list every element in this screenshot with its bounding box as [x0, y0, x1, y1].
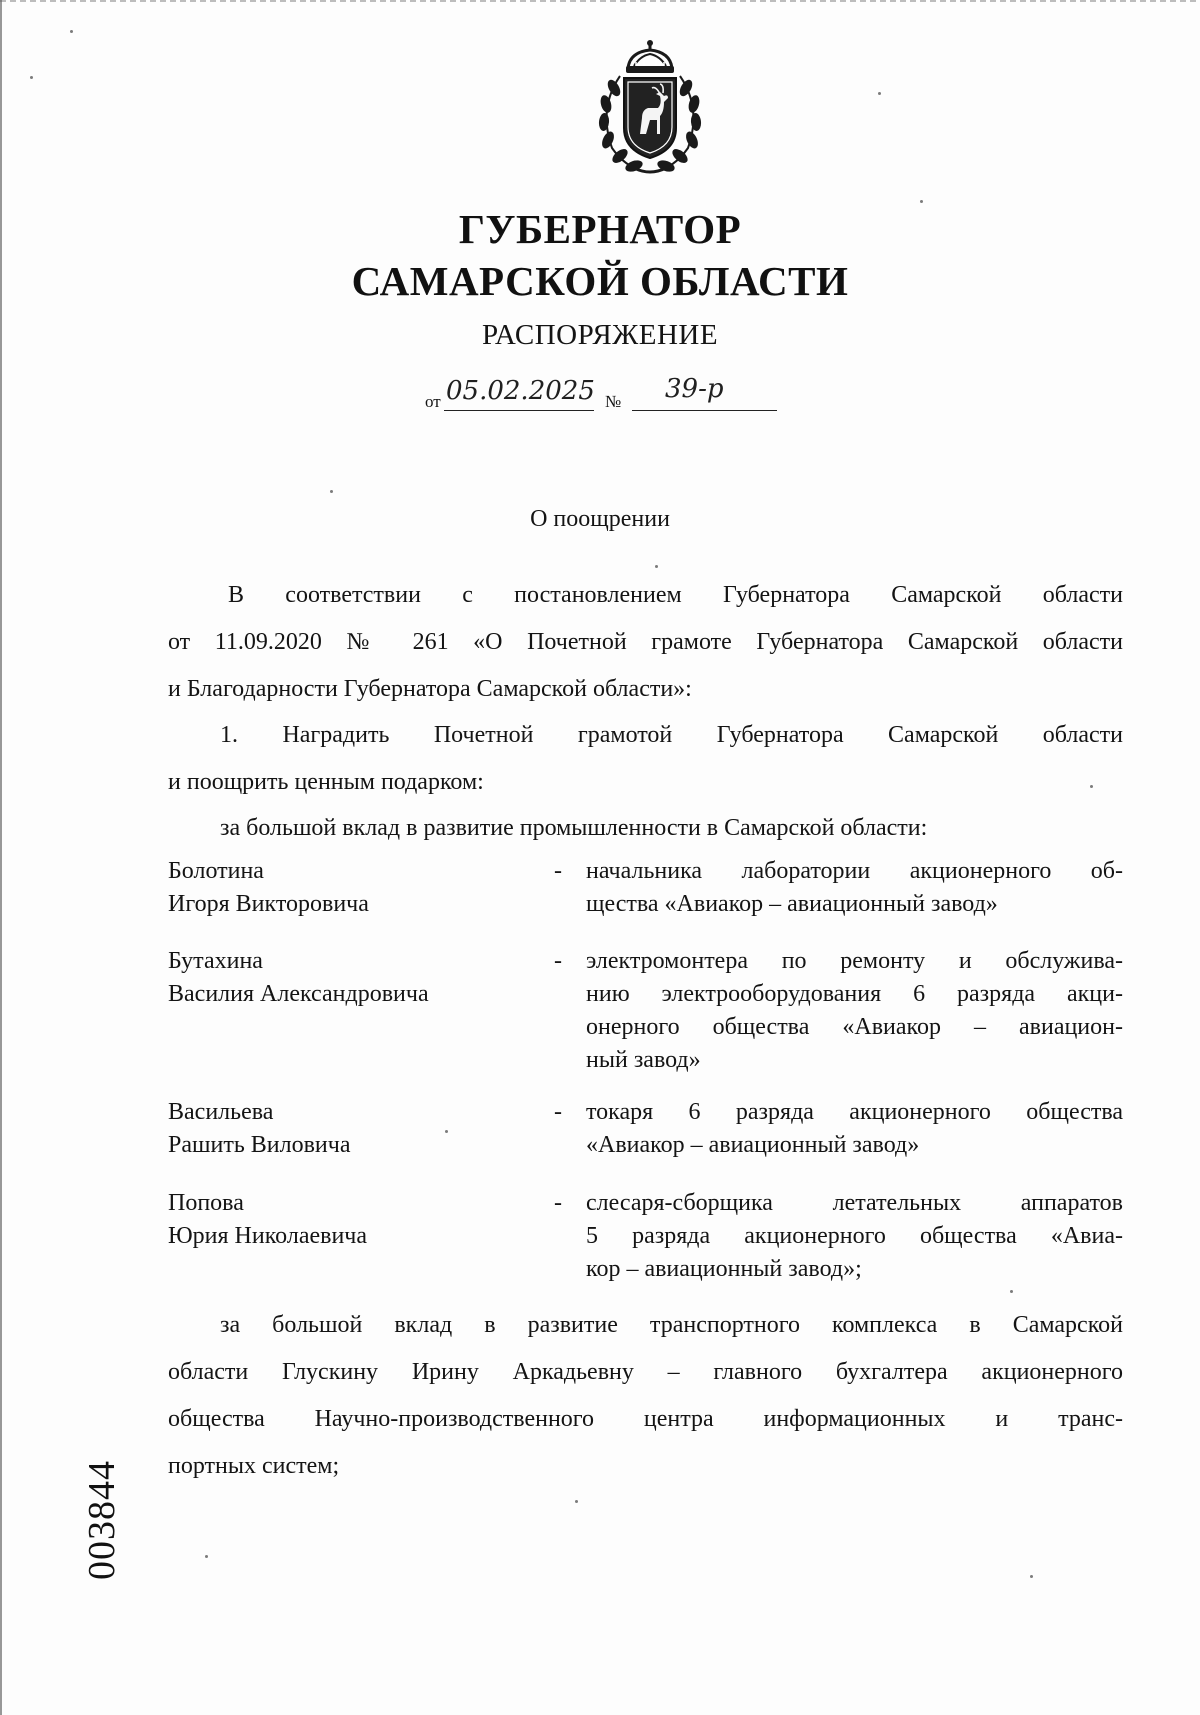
person-position	[586, 1096, 1123, 1162]
paragraph-line: 1. Наградить Почетной грамотой Губернатора Самарской области	[220, 722, 1123, 748]
paragraph-line: общества Научно-производственного центра информационных и транс-	[168, 1406, 1123, 1432]
position-line: онерного общества «Авиакор – авиацион-	[586, 1014, 1123, 1040]
position-line: щества «Авиакор – авиационный завод»	[586, 891, 998, 917]
person-surname: Бутахина	[168, 948, 263, 974]
paragraph-line: за большой вклад в развитие промышленности в Самарской области:	[220, 815, 928, 841]
scan-speck	[1030, 1575, 1033, 1578]
scan-speck	[655, 565, 658, 568]
person-given-names: Василия Александровича	[168, 981, 429, 1007]
scan-speck	[70, 30, 73, 33]
scan-speck	[1090, 785, 1093, 788]
person-name	[168, 1096, 528, 1162]
paragraph-line: области Глускину Ирину Аркадьевну – главного бухгалтера акционерного	[168, 1359, 1123, 1385]
dash-separator: -	[554, 1190, 562, 1216]
person-surname: Попова	[168, 1190, 244, 1216]
document-subject: О поощрении	[530, 506, 670, 532]
issuer-title-line2: САМАРСКОЙ ОБЛАСТИ	[351, 258, 849, 304]
date-underline	[444, 410, 594, 411]
position-line: слесаря-сборщика летательных аппаратов	[586, 1190, 1123, 1216]
paragraph-line: от 11.09.2020 № 261 «О Почетной грамоте Губернатора Самарской области	[168, 629, 1123, 655]
person-surname: Болотина	[168, 858, 264, 884]
paragraph-line: портных систем;	[168, 1453, 340, 1479]
person-name	[168, 945, 528, 1011]
transport-paragraph	[168, 1302, 1123, 1490]
issuer-title-line1: ГУБЕРНАТОР	[458, 206, 742, 252]
scan-speck	[1010, 1290, 1013, 1293]
item-1-paragraph	[168, 712, 1123, 806]
dash-separator: -	[554, 948, 562, 974]
date-number-line	[0, 374, 1200, 414]
person-name	[168, 855, 528, 921]
position-line: «Авиакор – авиационный завод»	[586, 1132, 920, 1158]
scan-speck	[920, 200, 923, 203]
position-line: нию электрооборудования 6 разряда акци-	[586, 981, 1123, 1007]
document-type: РАСПОРЯЖЕНИЕ	[481, 319, 719, 351]
person-surname: Васильева	[168, 1099, 274, 1125]
person-position	[586, 855, 1123, 921]
person-given-names: Рашить Виловича	[168, 1132, 351, 1158]
paragraph-line: и поощрить ценным подарком:	[168, 769, 484, 795]
samara-oblast-coat-of-arms-icon	[590, 38, 710, 178]
paragraph-line: за большой вклад в развитие транспортного комплекса в Самарской	[220, 1312, 1123, 1338]
position-line: 5 разряда акционерного общества «Авиа-	[586, 1223, 1123, 1249]
number-underline	[632, 410, 777, 411]
person-position	[586, 1187, 1123, 1286]
person-given-names: Юрия Николаевича	[168, 1223, 368, 1249]
position-line: кор – авиационный завод»;	[586, 1256, 862, 1282]
scan-speck	[205, 1555, 208, 1558]
position-line: начальника лаборатории акционерного об-	[586, 858, 1123, 884]
number-prefix: №	[605, 392, 622, 411]
position-line: токаря 6 разряда акционерного общества	[586, 1099, 1123, 1125]
date-value: 05.02.2025	[446, 376, 595, 406]
dash-separator: -	[554, 858, 562, 884]
intro-paragraph	[168, 572, 1123, 713]
dash-separator: -	[554, 1099, 562, 1125]
scan-speck	[30, 76, 33, 79]
position-line: ный завод»	[586, 1047, 701, 1073]
date-prefix: от	[425, 392, 441, 411]
paragraph-line: и Благодарности Губернатора Самарской области»:	[168, 676, 692, 702]
scan-speck	[445, 1130, 448, 1133]
number-value: 39-р	[665, 374, 724, 404]
person-given-names: Игоря Викторовича	[168, 891, 369, 917]
position-line: электромонтера по ремонту и обслужива-	[586, 948, 1123, 974]
person-name	[168, 1187, 528, 1253]
scan-speck	[878, 92, 881, 95]
scan-speck	[330, 490, 333, 493]
form-serial-number: 003844	[81, 1460, 123, 1580]
section-industry	[220, 805, 1020, 852]
scan-speck	[575, 1500, 578, 1503]
paragraph-line: В соответствии с постановлением Губернатора Самарской области	[228, 582, 1123, 608]
scan-edge-top	[0, 0, 1200, 2]
person-position	[586, 945, 1123, 1077]
